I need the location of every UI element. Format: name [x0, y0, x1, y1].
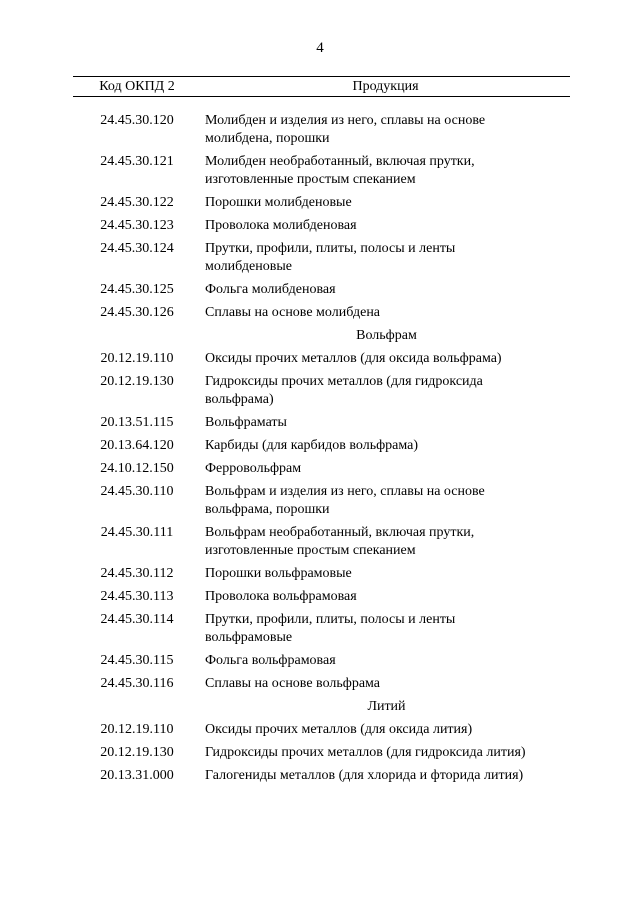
table-row: [73, 611, 570, 647]
table-row: [73, 483, 570, 519]
product-description: [201, 240, 570, 276]
table-row: [73, 767, 570, 785]
product-line: изготовленные простым спеканием: [205, 543, 416, 558]
okpd-code: 24.45.30.115: [100, 653, 174, 668]
okpd-code: 24.45.30.120: [100, 113, 174, 128]
okpd-code: 24.45.30.125: [100, 282, 174, 297]
product-description: [201, 483, 570, 519]
product-line: Ферровольфрам: [205, 461, 302, 476]
okpd-code: 20.12.19.110: [100, 351, 174, 366]
table-row: [73, 588, 570, 606]
table-row: [73, 652, 570, 670]
product-line: Карбиды (для карбидов вольфрама): [205, 438, 419, 453]
table-body: [73, 112, 570, 790]
product-line: Вольфрам и изделия из него, сплавы на основе: [205, 484, 485, 499]
product-line: Сплавы на основе молибдена: [205, 305, 381, 320]
table-row: [73, 524, 570, 560]
table-row: [73, 350, 570, 368]
product-description: [201, 281, 570, 299]
product-line: молибденовые: [205, 259, 292, 274]
table-row: [73, 281, 570, 299]
okpd-code: 24.45.30.112: [100, 566, 174, 581]
product-line: Молибден и изделия из него, сплавы на основе: [205, 113, 486, 128]
table-row: [73, 437, 570, 455]
okpd-code: 24.45.30.110: [100, 484, 174, 499]
product-description: [201, 112, 570, 148]
table-row: [73, 460, 570, 478]
product-line: Вольфраматы: [205, 415, 287, 430]
product-description: [201, 675, 570, 693]
product-description: [201, 524, 570, 560]
okpd-code: 24.45.30.121: [100, 154, 174, 169]
product-line: Порошки вольфрамовые: [205, 566, 352, 581]
product-description: [201, 721, 570, 739]
table-row: [73, 217, 570, 235]
table-row: [73, 373, 570, 409]
product-line: Порошки молибденовые: [205, 195, 352, 210]
table-row: [73, 414, 570, 432]
okpd-code: 24.10.12.150: [100, 461, 174, 476]
table-row: [73, 721, 570, 739]
product-line: Прутки, профили, плиты, полосы и ленты: [205, 241, 456, 256]
okpd-code: 20.12.19.130: [100, 374, 174, 389]
product-line: Проволока вольфрамовая: [205, 589, 357, 604]
product-description: [201, 588, 570, 606]
product-line: Сплавы на основе вольфрама: [205, 676, 381, 691]
okpd-code: 24.45.30.116: [100, 676, 174, 691]
table-row: [73, 304, 570, 322]
table-row: [73, 675, 570, 693]
okpd-code: 20.13.51.115: [100, 415, 174, 430]
product-line: Прутки, профили, плиты, полосы и ленты: [205, 612, 456, 627]
product-line: Молибден необработанный, включая прутки,: [205, 154, 475, 169]
okpd-code: 20.12.19.110: [100, 722, 174, 737]
product-description: [201, 373, 570, 409]
product-line: молибдена, порошки: [205, 131, 330, 146]
table-row: [73, 744, 570, 762]
table-row: [73, 153, 570, 189]
product-line: вольфрама): [205, 392, 274, 407]
product-line: Фольга молибденовая: [205, 282, 336, 297]
okpd-code: 24.45.30.123: [100, 218, 174, 233]
product-line: изготовленные простым спеканием: [205, 172, 416, 187]
product-description: [201, 194, 570, 212]
product-line: Оксиды прочих металлов (для оксида лития): [205, 722, 473, 737]
header-product-column: Продукция: [352, 79, 419, 94]
product-line: Галогениды металлов (для хлорида и фторида лития): [205, 768, 524, 783]
group-heading: Литий: [367, 699, 406, 714]
table-header: [73, 76, 570, 97]
product-description: [201, 565, 570, 583]
product-description: [201, 611, 570, 647]
table-row: [73, 112, 570, 148]
product-line: вольфрама, порошки: [205, 502, 330, 517]
product-description: [201, 350, 570, 368]
product-line: Гидроксиды прочих металлов (для гидроксида: [205, 374, 483, 389]
okpd-code: 24.45.30.126: [100, 305, 174, 320]
product-line: Гидроксиды прочих металлов (для гидроксида лития): [205, 745, 526, 760]
product-description: [201, 767, 570, 785]
product-description: [201, 744, 570, 762]
okpd-code: 24.45.30.111: [100, 525, 174, 540]
okpd-code: 24.45.30.113: [100, 589, 174, 604]
product-description: [201, 153, 570, 189]
okpd-code: 20.13.31.000: [100, 768, 174, 783]
product-line: Оксиды прочих металлов (для оксида вольфрама): [205, 351, 502, 366]
product-line: Вольфрам необработанный, включая прутки,: [205, 525, 475, 540]
okpd-code: 24.45.30.124: [100, 241, 174, 256]
product-description: [201, 217, 570, 235]
product-description: [201, 652, 570, 670]
product-line: Проволока молибденовая: [205, 218, 357, 233]
product-description: [201, 414, 570, 432]
okpd-code: 20.12.19.130: [100, 745, 174, 760]
okpd-code: 24.45.30.122: [100, 195, 174, 210]
product-description: [201, 437, 570, 455]
group-heading: Вольфрам: [356, 328, 417, 343]
product-description: [201, 460, 570, 478]
header-code-column: Код ОКПД 2: [99, 79, 175, 94]
product-line: вольфрамовые: [205, 630, 293, 645]
table-row: [73, 565, 570, 583]
table-row: [73, 240, 570, 276]
product-line: Фольга вольфрамовая: [205, 653, 336, 668]
okpd-code: 24.45.30.114: [100, 612, 174, 627]
table-row: [73, 194, 570, 212]
product-description: [201, 304, 570, 322]
page-number: 4: [316, 40, 324, 56]
okpd-code: 20.13.64.120: [100, 438, 174, 453]
